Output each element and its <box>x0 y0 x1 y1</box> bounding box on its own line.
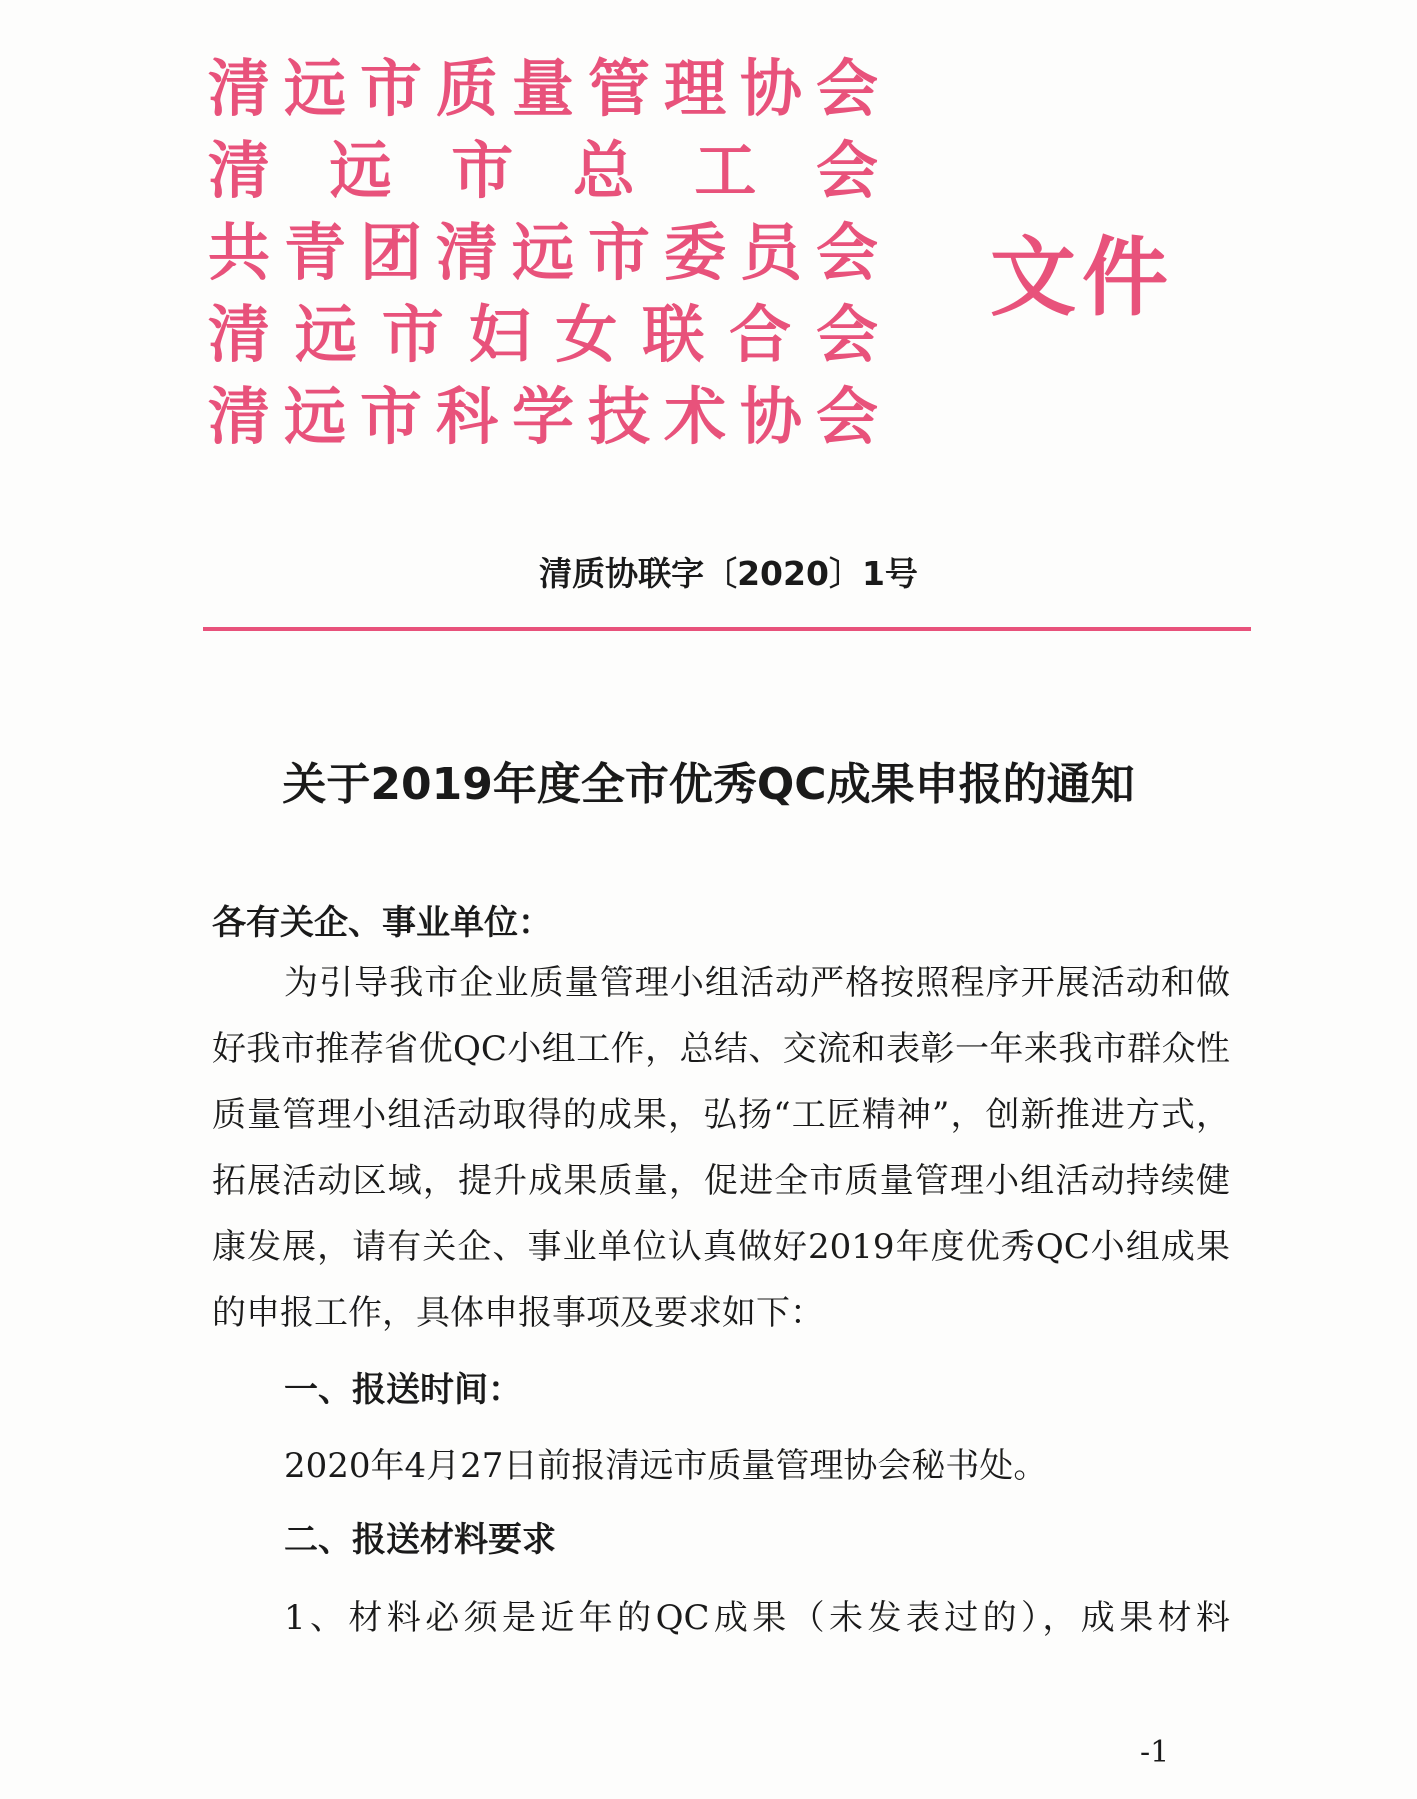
section-heading-2: 二、报送材料要求 <box>284 1520 556 1560</box>
section-heading-1: 一、报送时间： <box>284 1370 522 1410</box>
issuer-name: 清远市总工会 <box>208 134 878 207</box>
issuer-name: 清远市妇女联合会 <box>208 298 878 371</box>
salutation: 各有关企、事业单位： <box>212 903 552 943</box>
intro-paragraph: 为引导我市企业质量管理小组活动严格按照程序开展活动和做好我市推荐省优QC小组工作，总结、交流和表彰一年来我市群众性质量管理小组活动取得的成果，弘扬“工匠精神”，创新推进方式，拓展活动区域，提升成果质量，促进全市质量管理小组活动持续健康发展，请有关企、事业单位认真做好2019年度优秀QC小组成果的申报工作，具体申报事项及要求如下： <box>212 963 1230 1333</box>
issuer-name: 清远市科学技术协会 <box>208 380 878 453</box>
document-number: 清质协联字〔2020〕1号 <box>539 554 918 593</box>
header-divider <box>203 627 1251 631</box>
section-content-2: 1、材料必须是近年的QC成果（未发表过的），成果材料 <box>284 1598 1230 1638</box>
notice-title: 关于2019年度全市优秀QC成果申报的通知 <box>282 759 1135 810</box>
page-number: -1 <box>1140 1735 1170 1770</box>
issuer-name: 共青团清远市委员会 <box>208 216 878 289</box>
issuer-list <box>208 48 888 458</box>
section-content-1: 2020年4月27日前报清远市质量管理协会秘书处。 <box>284 1446 1048 1486</box>
document-label: 文件 <box>990 228 1174 328</box>
issuer-name: 清远市质量管理协会 <box>208 52 878 125</box>
